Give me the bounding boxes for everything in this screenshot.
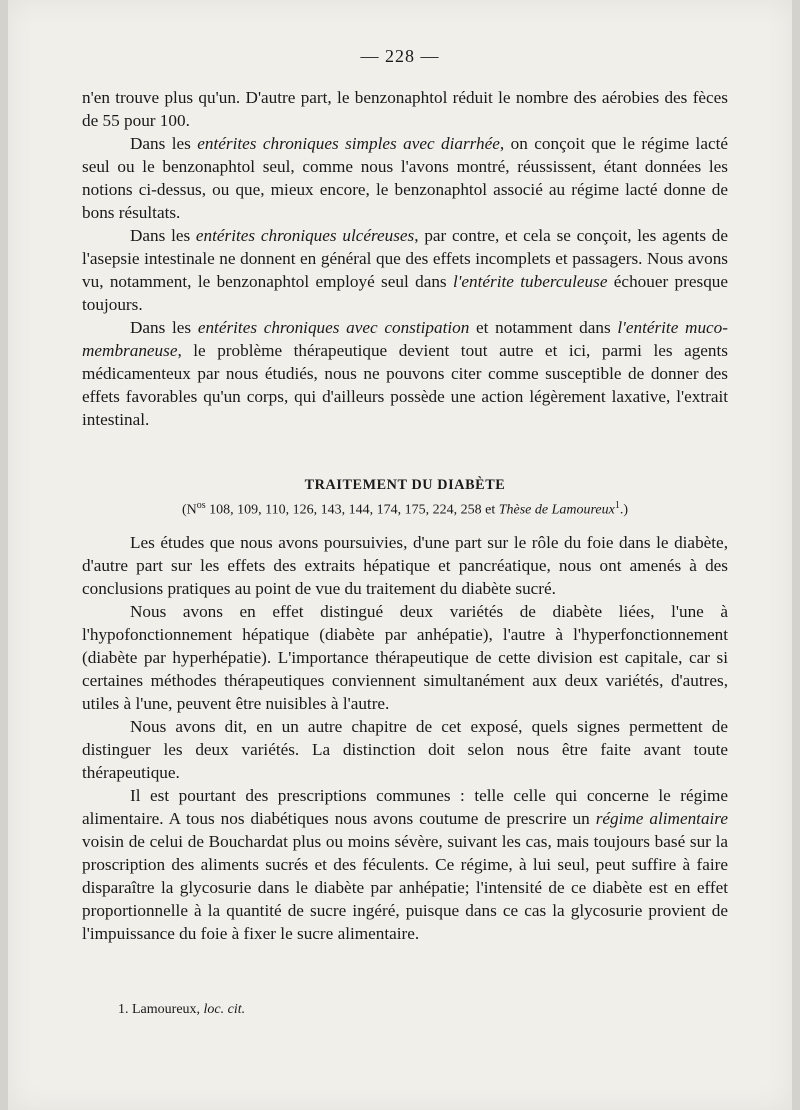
paragraph-diabete-1: Les études que nous avons poursuivies, d'une part sur le rôle du foie dans le diabète, d'autre part sur les effets des extraits hépatique et pancréatique, nous ont amenés à des conclusions pratiques au point de vue du traitement du diabète sucré.: [82, 532, 728, 598]
page-number: — 228 —: [360, 46, 440, 66]
footnote: 1. Lamoureux, loc. cit.: [118, 1002, 246, 1017]
page-body: [82, 86, 728, 945]
paragraph-intro-3: Dans les entérites chroniques ulcéreuses, par contre, et cela se conçoit, les agents de l'asepsie intestinale ne donnent en général que des effets incomplets et passagers. Nous avons vu, notamment, le benzonaphtol employé seul dans l'entérite tuberculeuse échouer presque toujours.: [82, 226, 729, 314]
paragraph-diabete-3: Nous avons dit, en un autre chapitre de cet exposé, quels signes permettent de distinguer les deux variétés. La distinction doit selon nous être faite avant toute thérapeutique.: [82, 716, 728, 782]
footnote-marker: 1: [614, 500, 620, 511]
paragraph-intro-4: Dans les entérites chroniques avec constipation et notamment dans l'entérite muco-membraneuse, le problème thérapeutique devient tout autre et ici, parmi les agents médicamenteux par nous étudiés, nous ne pouvons citer comme susceptible de donner des effets favorables qu'un corps, qui d'ailleurs possède une action légèrement laxative, l'extrait intestinal.: [82, 318, 728, 429]
paragraph-diabete-2: Nous avons en effet distingué deux variétés de diabète liées, l'une à l'hypofonctionnement hépatique (diabète par anhépatie), l'autre à l'hyperfonctionnement (diabète par hyperhépatie). L'importance thérapeutique de cette division est capitale, car si certaines méthodes thérapeutiques conviennent simultanément aux deux variétés, d'autres, utiles à l'une, peuvent être nuisibles à l'autre.: [82, 601, 728, 713]
paragraph-diabete-4: Il est pourtant des prescriptions communes : telle celle qui concerne le régime alimentaire. A tous nos diabétiques nous avons coutume de prescrire un régime alimentaire voisin de celui de Bouchardat plus ou moins sévère, suivant les cas, mais toujours basé sur la proscription des aliments sucrés et des féculents. Ce régime, à lui seul, peut suffire à faire disparaître la glycosurie dans le diabète par anhépatie; l'intensité de ce diabète est en effet proportionnelle à la quantité de sucre ingéré, puisque dans ce cas la glycosurie provient de l'impuissance du foie à fixer le sucre alimentaire.: [82, 785, 728, 943]
paragraph-intro-2: Dans les entérites chroniques simples avec diarrhée, on conçoit que le régime lacté seul ou le benzonaphtol seul, comme nous l'avons montré, réussissent, étant données les notions ci-dessus, ou que, mieux encore, le benzonaphtol associé au régime lacté donne de bons résultats.: [82, 134, 728, 222]
paragraph-intro-1: n'en trouve plus qu'un. D'autre part, le benzonaphtol réduit le nombre des aérobies des fèces de 55 pour 100.: [82, 88, 728, 130]
section-references: ($N^{os}$ 108, 109, 110, 126, 143, 144, 174, 175, 224, 258 et Thèse de Lamoureux$^1$.): [181, 500, 629, 518]
section-title: TRAITEMENT DU DIABÈTE: [304, 477, 506, 493]
